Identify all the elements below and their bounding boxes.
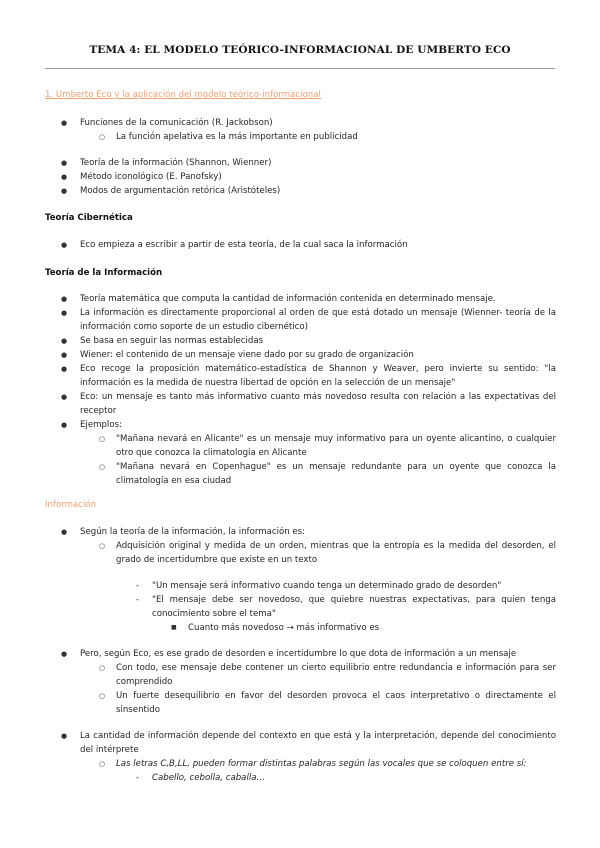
list-item: "Mañana nevará en Alicante" es un mensaje muy informativo para un oyente alicantino, o cualquier otro que conozca la climatología en Alicante (116, 434, 556, 458)
circle-bullet-icon: ○ (99, 463, 106, 471)
list-item: La cantidad de información depende del contexto en que está y la interpretación, depende del conocimiento del intérprete (80, 731, 556, 755)
dash-bullet-icon: - (136, 581, 140, 591)
bullet-icon: ● (61, 309, 68, 317)
list-item: Las letras C,B,LL, pueden formar distintas palabras según las vocales que se coloquen entre sí: (116, 759, 527, 769)
list-item: "Mañana nevará en Copenhague" es un mensaje redundante para un oyente que conozca la climatología en esa ciudad (116, 462, 556, 486)
list-item: Se basa en seguir las normas establecidas (80, 336, 264, 346)
list-item: Adquisición original y medida de un orden, mientras que la entropía es la medida del desorden, el grado de incertidumbre que existe en un texto (116, 541, 556, 565)
list-item: Teoría de la información (Shannon, Wienner) (80, 158, 272, 168)
dash-bullet-icon: - (136, 595, 140, 605)
bullet-icon: ● (61, 295, 68, 303)
list-item: Pero, según Eco, es ese grado de desorden e incertidumbre lo que dota de información a un mensaje (80, 649, 517, 659)
circle-bullet-icon: ○ (99, 664, 106, 672)
dash-bullet-icon: - (136, 773, 140, 783)
list-item: Según la teoría de la información, la información es: (80, 527, 306, 537)
section-heading-cibernetica: Teoría Cibernética (45, 213, 133, 223)
bullet-icon: ● (61, 337, 68, 345)
list-item: Eco: un mensaje es tanto más informativo cuanto más novedoso resulta con relación a las expectativas del receptor (80, 392, 556, 416)
list-item: Un fuerte desequilibrio en favor del desorden provoca el caos interpretativo o directamente el sinsentido (116, 691, 556, 715)
list-item: "Un mensaje será informativo cuando tenga un determinado grado de desorden" (152, 581, 502, 591)
list-item: Eco empieza a escribir a partir de esta teoría, de la cual saca la información (80, 240, 408, 250)
bullet-icon: ● (61, 650, 68, 658)
list-item: Eco recoge la proposición matemático-estadística de Shannon y Weaver, pero invierte su sentido: "la información es la medida de nuestra libertad de opción en la selección de un mensaje" (80, 364, 556, 388)
bullet-icon: ● (61, 159, 68, 167)
list-item: Método iconológico (E. Panofsky) (80, 172, 222, 182)
circle-bullet-icon: ○ (99, 692, 106, 700)
list-item: Ejemplos: (80, 420, 122, 430)
bullet-icon: ● (61, 173, 68, 181)
bullet-icon: ● (61, 732, 68, 740)
list-item: Cabello, cebolla, caballa… (152, 773, 266, 783)
section-heading-1: 1. Umberto Eco y la aplicación del modelo teórico-informacional (45, 90, 321, 100)
bullet-icon: ● (61, 351, 68, 359)
list-item: La información es directamente proporcional al orden de que está dotado un mensaje (Wienner- teoría de la información como soporte de un estudio cibernético) (80, 308, 556, 332)
bullet-icon: ● (61, 187, 68, 195)
square-bullet-icon: ■ (171, 624, 177, 631)
circle-bullet-icon: ○ (99, 542, 106, 550)
bullet-icon: ● (61, 241, 68, 249)
section-heading-teoria-informacion: Teoría de la Información (45, 268, 163, 278)
circle-bullet-icon: ○ (99, 435, 106, 443)
list-item: Funciones de la comunicación (R. Jackobson) (80, 118, 273, 128)
bullet-icon: ● (61, 119, 68, 127)
bullet-icon: ● (61, 365, 68, 373)
list-item: Wiener: el contenido de un mensaje viene dado por su grado de organización (80, 350, 414, 360)
list-item: Cuanto más novedoso → más informativo es (188, 623, 380, 633)
list-item: "El mensaje debe ser novedoso, que quiebre nuestras expectativas, para quien tenga conocimiento sobre el tema" (152, 595, 556, 619)
section-heading-informacion: Información (45, 500, 97, 510)
page-title: TEMA 4: EL MODELO TEÓRICO-INFORMACIONAL DE UMBERTO ECO (89, 44, 511, 56)
list-item: Con todo, ese mensaje debe contener un cierto equilibrio entre redundancia e información para ser comprendido (116, 663, 556, 687)
title-divider (45, 68, 555, 69)
circle-bullet-icon: ○ (99, 760, 106, 768)
list-item: La función apelativa es la más importante en publicidad (116, 132, 358, 142)
bullet-icon: ● (61, 528, 68, 536)
list-item: Modos de argumentación retórica (Aristóteles) (80, 186, 281, 196)
circle-bullet-icon: ○ (99, 133, 106, 141)
list-item: Teoría matemática que computa la cantidad de información contenida en determinado mensaje. (80, 294, 496, 304)
bullet-icon: ● (61, 393, 68, 401)
bullet-icon: ● (61, 421, 68, 429)
